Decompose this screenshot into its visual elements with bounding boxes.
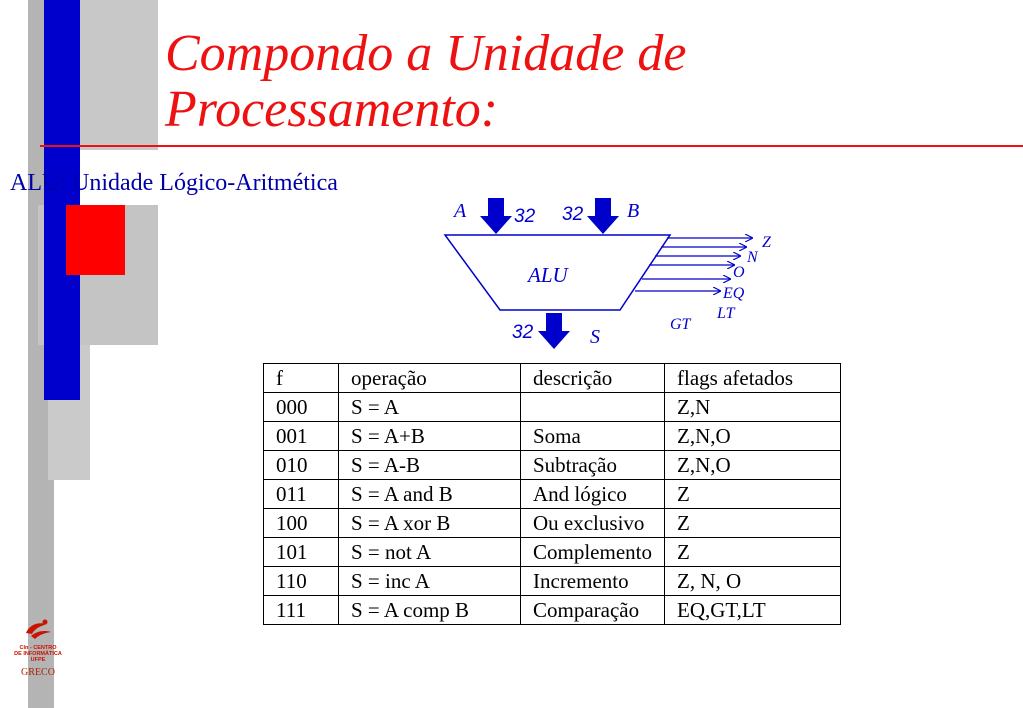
table-row [264,596,841,625]
table-cell: Z,N,O [665,451,841,480]
logo-mark-icon [23,618,53,640]
alu-label: ALU [528,263,568,287]
table-cell: Z,N [665,393,841,422]
table-cell: Z,N,O [665,422,841,451]
table-row [264,422,841,451]
table-cell: Soma [521,422,665,451]
table-cell: S = inc A [339,567,521,596]
table-row [264,567,841,596]
table-cell: S = A [339,393,521,422]
operations-table [263,363,841,625]
flag-label-lt: LT [717,305,735,322]
table-cell: S = A comp B [339,596,521,625]
table-row [264,509,841,538]
header-cell: operação [339,364,521,393]
table-cell: Incremento [521,567,665,596]
table-cell: 110 [264,567,339,596]
input-b-arrow [587,198,619,234]
table-cell: Complemento [521,538,665,567]
logo-line-3: UFPE [30,657,46,663]
table-cell: Z [665,538,841,567]
title-line-1: Compondo a Unidade de [165,25,687,82]
cin-logo [8,618,68,688]
logo-line-1: CIn - CENTRO [19,645,57,651]
input-a-width: 32 [514,206,536,227]
table-cell: Comparação [521,596,665,625]
table-cell: 010 [264,451,339,480]
table-cell: Z, N, O [665,567,841,596]
deco-blue-bar [44,0,80,400]
table-row [264,451,841,480]
table-cell: 000 [264,393,339,422]
table-cell: S = A xor B [339,509,521,538]
output-width: 32 [512,322,534,343]
table-cell [521,393,665,422]
table-cell: S = A and B [339,480,521,509]
input-b-width: 32 [562,204,584,225]
output-s-arrow [538,313,570,349]
input-b-label: B [627,200,640,222]
header-cell: flags afetados [665,364,841,393]
table-cell: S = A-B [339,451,521,480]
title-line-2: Processamento: [165,81,499,138]
subtitle: ALU: Unidade Lógico-Aritmética [10,170,338,196]
logo-label: GRECO [21,667,55,678]
table-cell: 011 [264,480,339,509]
deco-red-block [66,205,125,275]
table-cell: 101 [264,538,339,567]
flag-label-n: N [747,249,758,266]
table-cell: And lógico [521,480,665,509]
header-cell: f [264,364,339,393]
table-cell: 111 [264,596,339,625]
header-cell: descrição [521,364,665,393]
alu-diagram [430,190,790,350]
flag-label-o: O [733,264,745,281]
table-cell: 001 [264,422,339,451]
flag-label-eq: EQ [723,285,745,302]
table-cell: S = not A [339,538,521,567]
table-row [264,393,841,422]
table-cell: 100 [264,509,339,538]
table-cell: Z [665,480,841,509]
table-row [264,480,841,509]
flag-label-gt: GT [670,316,691,333]
input-a-label: A [454,200,467,222]
table-cell: EQ,GT,LT [665,596,841,625]
output-label: S [590,326,600,348]
flag-label-z: Z [762,234,771,251]
table-cell: S = A+B [339,422,521,451]
input-a-arrow [480,198,512,234]
table-cell: Subtração [521,451,665,480]
title-underline [40,145,1023,147]
page-title [165,26,686,138]
table-cell: Ou exclusivo [521,509,665,538]
table-cell: Z [665,509,841,538]
logo-line-2: DE INFORMÁTICA [14,651,62,657]
table-header-row [264,364,841,393]
table-row [264,538,841,567]
